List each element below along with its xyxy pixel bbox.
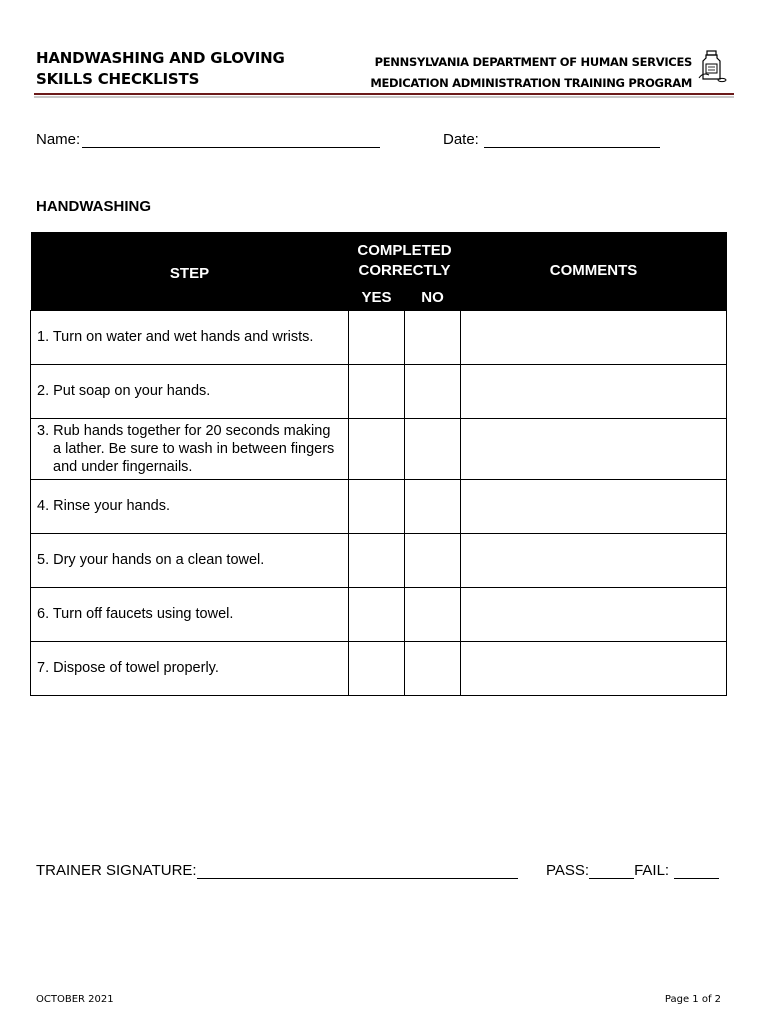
footer-date: OCTOBER 2021 (36, 994, 114, 1005)
fail-label: FAIL: (634, 862, 670, 879)
comments-cell[interactable] (461, 587, 727, 641)
header-step: STEP (31, 232, 349, 310)
step-text: 6. Turn off faucets using towel. (31, 587, 349, 641)
document-title-line-2: SKILLS CHECKLISTS (36, 70, 200, 88)
table-row (31, 364, 727, 418)
comments-cell[interactable] (461, 364, 727, 418)
pass-label: PASS: (546, 862, 590, 879)
table-row (31, 533, 727, 587)
header-completed-line-1: COMPLETED (357, 241, 452, 259)
document-title (36, 48, 285, 90)
comments-cell[interactable] (461, 479, 727, 533)
header-completed-correctly (349, 232, 461, 285)
organization-name (370, 52, 692, 94)
step-text: 2. Put soap on your hands. (31, 364, 349, 418)
table-row (31, 479, 727, 533)
organization-line-1: PENNSYLVANIA DEPARTMENT OF HUMAN SERVICES (374, 55, 692, 69)
comments-cell[interactable] (461, 418, 727, 479)
yes-cell[interactable] (349, 533, 405, 587)
section-heading: HANDWASHING (36, 198, 151, 215)
step-text: 3. Rub hands together for 20 seconds making a lather. Be sure to wash in between fingers and under fingernails. (31, 418, 349, 479)
document-title-line-1: HANDWASHING AND GLOVING (36, 49, 285, 67)
no-cell[interactable] (405, 310, 461, 364)
date-label: Date: (443, 131, 479, 148)
yes-cell[interactable] (349, 479, 405, 533)
header-yes: YES (349, 285, 405, 310)
yes-cell[interactable] (349, 418, 405, 479)
no-cell[interactable] (405, 364, 461, 418)
yes-cell[interactable] (349, 641, 405, 695)
organization-line-2: MEDICATION ADMINISTRATION TRAINING PROGRAM (370, 76, 692, 90)
step-text: 5. Dry your hands on a clean towel. (31, 533, 349, 587)
no-cell[interactable] (405, 479, 461, 533)
no-cell[interactable] (405, 587, 461, 641)
name-field[interactable] (36, 131, 380, 148)
no-cell[interactable] (405, 641, 461, 695)
step-text: 7. Dispose of towel properly. (31, 641, 349, 695)
name-line[interactable] (82, 132, 380, 148)
no-cell[interactable] (405, 418, 461, 479)
trainer-signature-line[interactable] (197, 863, 518, 879)
comments-cell[interactable] (461, 310, 727, 364)
step-text: 4. Rinse your hands. (31, 479, 349, 533)
header-comments: COMMENTS (461, 232, 727, 310)
trainer-signature-field[interactable] (36, 862, 518, 879)
date-field[interactable] (443, 131, 660, 148)
no-cell[interactable] (405, 533, 461, 587)
pass-fail-field[interactable] (546, 862, 719, 879)
yes-cell[interactable] (349, 364, 405, 418)
name-label: Name: (36, 131, 81, 148)
handwashing-checklist-table (30, 232, 727, 696)
header-completed-line-2: CORRECTLY (358, 261, 451, 279)
comments-cell[interactable] (461, 641, 727, 695)
medicine-bottle-icon (697, 50, 727, 84)
date-line[interactable] (484, 132, 660, 148)
table-row (31, 310, 727, 364)
table-row (31, 587, 727, 641)
footer-page-number: Page 1 of 2 (664, 994, 721, 1005)
pass-line[interactable] (589, 863, 634, 879)
table-row (31, 641, 727, 695)
header-rule (34, 93, 734, 95)
comments-cell[interactable] (461, 533, 727, 587)
yes-cell[interactable] (349, 587, 405, 641)
fail-line[interactable] (674, 863, 719, 879)
header-rule-shadow (34, 96, 734, 98)
table-row (31, 418, 727, 479)
trainer-signature-label: TRAINER SIGNATURE: (36, 862, 197, 879)
yes-cell[interactable] (349, 310, 405, 364)
step-text: 1. Turn on water and wet hands and wrists. (31, 310, 349, 364)
header-no: NO (405, 285, 461, 310)
